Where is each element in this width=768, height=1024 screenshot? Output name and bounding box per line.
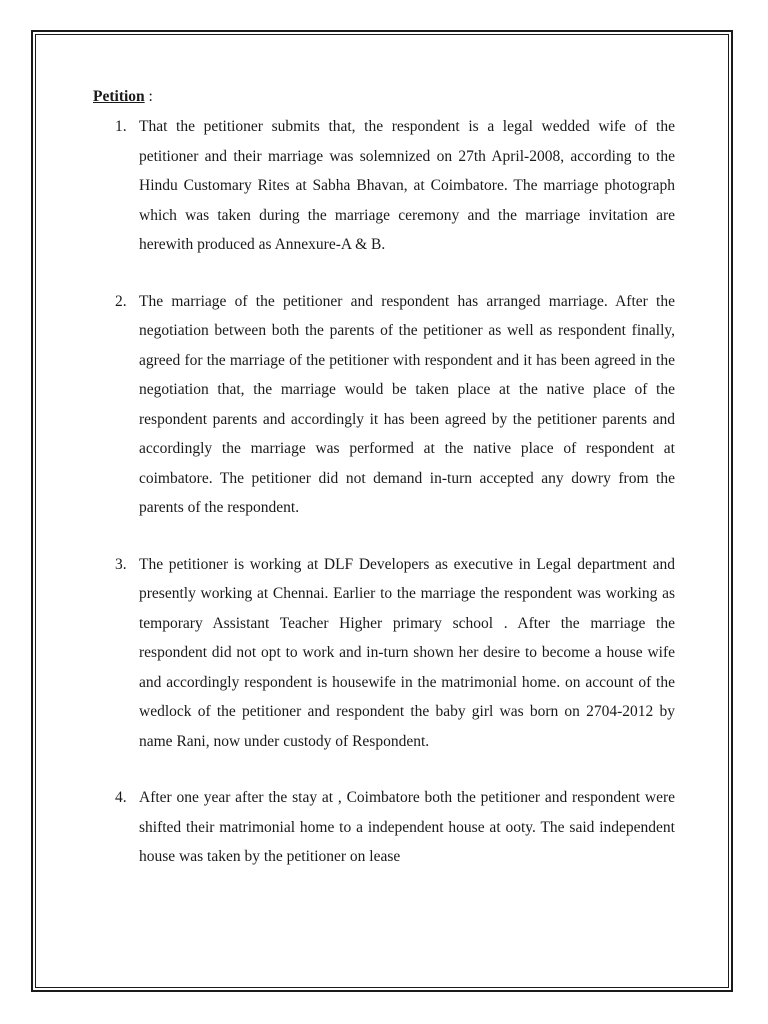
paragraph-number: 1. bbox=[115, 118, 127, 135]
paragraph-text: That the petitioner submits that, the respondent is a legal wedded wife of the petitioner and their marriage was solemnized on 27th April-2008, according to the Hindu Customary Rites at Sabha Bhavan, at Coimbatore. The marriage photograph which was taken during the marriage ceremony and the marriage invitation are herewith produced as Annexure-A & B. bbox=[139, 118, 675, 253]
document-body bbox=[93, 85, 675, 899]
petition-heading: Petition bbox=[93, 88, 145, 105]
petition-paragraph-2 bbox=[93, 287, 675, 523]
paragraph-number: 2. bbox=[115, 292, 127, 310]
heading-line bbox=[93, 85, 675, 109]
paragraph-text: The marriage of the petitioner and respondent has arranged marriage. After the negotiation between both the parents of the petitioner as well as respondent finally, agreed for the marriage of the petitioner with respondent and it has been agreed in the negotiation that, the marriage would be taken place at the native place of the respondent parents and accordingly it has been agreed by the petitioner parents and accordingly the marriage was performed at the native place of respondent at coimbatore. The petitioner did not demand in-turn accepted any dowry from the parents of the respondent. bbox=[139, 292, 675, 516]
paragraph-text: The petitioner is working at DLF Developers as executive in Legal department and presently working at Chennai. Earlier to the marriage the respondent was working as temporary Assistant Teacher Higher primary school . After the marriage the respondent did not opt to work and in-turn shown her desire to become a house wife and accordingly respondent is housewife in the matrimonial home. on account of the wedlock of the petitioner and respondent the baby girl was born on 2704-2012 by name Rani, now under custody of Respondent. bbox=[139, 555, 675, 750]
petition-paragraph-1 bbox=[93, 112, 675, 260]
paragraph-number: 4. bbox=[115, 789, 127, 806]
paragraph-number: 3. bbox=[115, 555, 127, 573]
petition-list bbox=[93, 112, 675, 872]
petition-paragraph-3 bbox=[93, 550, 675, 757]
heading-colon: : bbox=[144, 88, 153, 105]
petition-paragraph-4 bbox=[93, 783, 675, 872]
paragraph-text: After one year after the stay at , Coimbatore both the petitioner and respondent were shifted their matrimonial home to a independent house at ooty. The said independent house was taken by the petitioner on lease bbox=[139, 789, 675, 865]
